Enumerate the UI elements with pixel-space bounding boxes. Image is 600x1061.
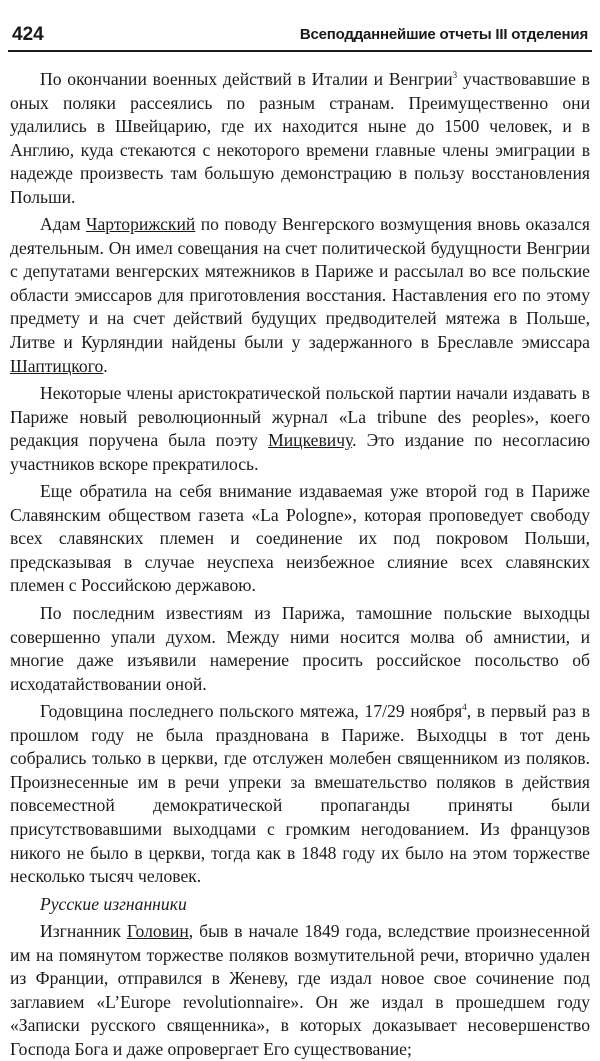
section-heading: Русские изгнанники — [40, 893, 187, 914]
paragraph-text: , быв в начале 1849 года, вследствие произнесенной им на помянутом торжестве поляков возмутительной речи, вторично удален из Франции, отправился в Женеву, где издал новое свое сочинение под заглавием «L’Europe revolutionnaire». Он же издал в прошедшем году «Записки русского священника», в которых доказывает несовершенство Господа Бога и даже опровергает Его существование; — [10, 921, 590, 1059]
paragraph-text: . — [103, 355, 108, 376]
page-number: 424 — [12, 24, 44, 45]
name-mickiewicz: Мицкевичу — [268, 430, 353, 451]
paragraph-text: Изгнанник — [40, 921, 127, 942]
name-czartoryski: Чарторижский — [86, 214, 196, 235]
page-header — [8, 24, 592, 50]
paragraph-paris-news: По последним известиям из Парижа, тамошние польские выходцы совершенно упали духом. Между ними носится молва об амнистии, и многие даже изъявили намерение просить российское посольство об исходатайствовании оной. — [10, 603, 590, 694]
paragraph-text: , в первый раз в прошлом году не была празднована в Париже. Выходцы в тот день собрались только в церкви, где отслужен молебен священником из поляков. Произнесенные им в речи упреки за вмешательство поляков в действия повсеместной демократической пропаганды приняты были присутствовавшими выходцами с громким негодованием. Из французов никого не было в церкви, тогда как в 1848 году их было на этом торжестве несколько тысяч человек. — [10, 701, 590, 887]
paragraph-text: Некоторые члены аристократической польской партии начали издавать в Париже новый революционный журнал «La tribune des peoples», коего редакция поручена была поэту — [10, 383, 590, 451]
footnote-marker: 3 — [452, 70, 458, 81]
running-title: Всеподданнейшие отчеты III отделения — [299, 26, 588, 43]
name-shaptitsky: Шаптицкого — [10, 355, 104, 376]
paragraph-text: Годовщина последнего польского мятежа, 17/29 ноября — [40, 701, 463, 722]
paragraph-czartoryski — [10, 213, 590, 378]
header-rule — [8, 50, 592, 52]
paragraph-text: . Это издание по несогласию участников вскоре прекратилось. — [10, 430, 590, 474]
paragraph-anniversary — [10, 700, 590, 888]
paragraph-la-pologne: Еще обратила на себя внимание издаваемая уже второй год в Париже Славянским обществом газета «La Pologne», которая проповедует свободу всех славянских племен и соединение их под покровом Польши, предсказывая в случае неуспеха неизбежное слияние всех славянских племен с Российскою державою. — [10, 481, 590, 596]
page-body — [10, 68, 590, 1061]
paragraph-text: По окончании военных действий в Италии и Венгрии — [40, 69, 453, 89]
paragraph-text: участвовавшие в оных поляки рассеялись по разным странам. Преимущественно они удалились в Швейцарию, где их находится ныне до 1500 человек, и в Англию, куда стекаются с некоторого времени главные члены эмиграции в надежде произвесть там большую демонстрацию в пользу восстановления Польши. — [10, 69, 590, 207]
paragraph-tribune — [10, 382, 590, 476]
paragraph-text: Адам — [40, 214, 87, 235]
paragraph-italy-hungary — [10, 68, 590, 209]
paragraph-text: по поводу Венгерского возмущения вновь оказался деятельным. Он имел совещания на счет политической будущности Венгрии с депутатами венгерских мятежников в Париже и рассылал во все польские области эмиссаров для приготовления восстания. Наставления его по этому предмету и на счет действий будущих предводителей мятежа в Польше, Литве и Курляндии найдены были у задержанного в Бреславле эмиссара — [10, 214, 591, 353]
name-golovin: Головин — [126, 921, 189, 942]
footnote-marker: 4 — [462, 702, 467, 713]
paragraph-golovin — [10, 920, 590, 1061]
